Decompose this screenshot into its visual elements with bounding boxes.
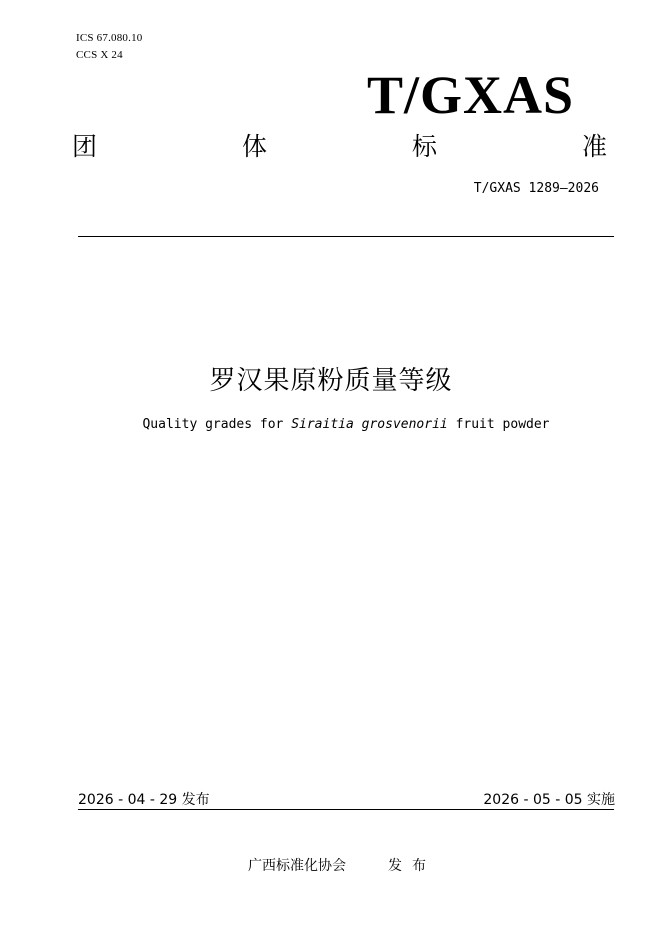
english-title-suffix: fruit powder <box>447 417 550 432</box>
standard-type-char: 团 <box>72 132 98 161</box>
english-title <box>0 417 662 432</box>
standard-type-heading <box>72 127 612 161</box>
publish-label: 发布 <box>388 858 436 874</box>
issue-date: 2026 - 04 - 29 发布 <box>78 792 210 808</box>
publisher-name: 广西标准化协会 <box>248 858 346 874</box>
ics-code: ICS 67.080.10 <box>76 32 143 44</box>
standard-type-char: 准 <box>582 132 608 161</box>
ccs-code: CCS X 24 <box>76 49 123 61</box>
chinese-title: 罗汉果原粉质量等级 <box>209 366 453 396</box>
standard-type-char: 标 <box>412 132 438 161</box>
implementation-date: 2026 - 05 - 05 实施 <box>483 792 615 808</box>
english-title-prefix: Quality grades for <box>142 417 292 432</box>
standard-number: T/GXAS 1289—2026 <box>473 181 599 196</box>
standard-logo: T/GXAS <box>366 65 574 125</box>
bottom-divider <box>78 809 614 810</box>
english-title-species: Siraitia grosvenorii <box>291 417 448 432</box>
top-divider <box>78 236 614 237</box>
standard-type-char: 体 <box>242 132 268 161</box>
